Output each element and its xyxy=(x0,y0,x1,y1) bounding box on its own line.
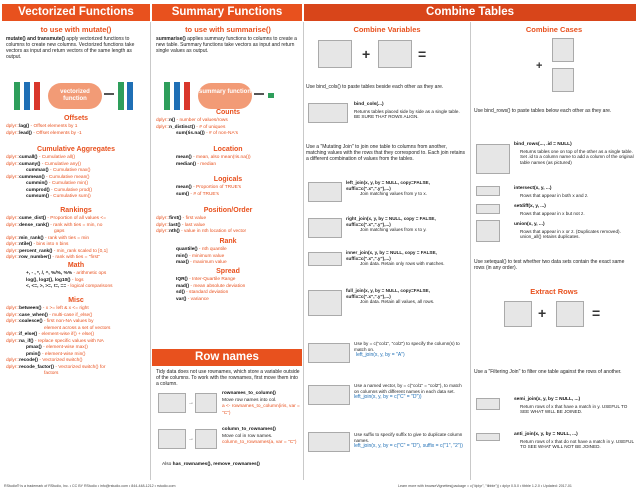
position-list xyxy=(156,216,300,236)
list-item: dplyr::case_when() - multi-case if_else() xyxy=(6,312,93,318)
offsets-heading: Offsets xyxy=(63,115,89,122)
rownames-table-after xyxy=(195,393,217,413)
list-item: dplyr::lag() - Offset elements by 1 xyxy=(6,124,78,129)
bind-cols-diagram: + = xyxy=(318,40,458,76)
counts-list xyxy=(156,118,300,138)
right-join-table xyxy=(308,218,342,238)
counts-heading: Counts xyxy=(215,109,241,116)
rownames-also: Also has_rownames(), remove_rownames() xyxy=(162,462,260,467)
list-item: element across a set of vectors xyxy=(44,325,111,331)
list-item: +, - , *, /, ^, %/%, %% - arithmetic ops xyxy=(26,271,107,276)
location-heading: Location xyxy=(213,146,243,153)
suffix-table xyxy=(308,432,350,452)
list-item: dplyr::cumall() - Cumulative all() xyxy=(6,155,76,160)
list-item: min() - minimum value xyxy=(176,253,225,259)
math-heading: Math xyxy=(67,262,85,269)
list-item: IQR() - Inter-Quartile Range xyxy=(176,277,236,282)
colnames-table-before xyxy=(158,429,186,449)
filtering-join-intro: Use a "Filtering Join" to filter one table against the rows of another. xyxy=(474,369,622,375)
bind-rows-diagram: + xyxy=(534,38,594,98)
list-item: cumprod() - Cumulative prod() xyxy=(26,187,93,193)
list-item: dplyr::last() - last value xyxy=(156,222,206,228)
list-item: dplyr::percent_rank() - min_rank scaled to [0,1] xyxy=(6,248,108,254)
position-heading: Position/Order xyxy=(203,207,253,214)
list-item: dplyr::if_else() - element-wise if() + else() xyxy=(6,332,95,337)
by-cols-table xyxy=(308,343,350,363)
by-cols-block: Use by = c("col1", "col2") to specify the column(s) to match on. left_join(x, y, by = "A") xyxy=(354,341,460,359)
bind-cols-block: bind_cols(...) Returns tables placed side by side as a single table. BE SURE THAT ROWS ALIGN. xyxy=(354,102,460,120)
offsets-list xyxy=(6,124,148,137)
band-summary: Summary Functions xyxy=(152,4,302,21)
bind-cols-result-table xyxy=(308,103,348,123)
summary-function-pill: summary function xyxy=(198,83,252,109)
list-item: dplyr::lead() - Offset elements by -1 xyxy=(6,130,82,136)
intersect-table xyxy=(476,186,500,196)
list-item: dplyr::cummean() - Cumulative mean() xyxy=(6,174,90,180)
anti-join-block: anti_join(x, y, by = NULL, ...) Return rows of x that do not have a match in y. USEFUL TO SEE WHAT WILL NOT BE JOINED. xyxy=(514,432,634,450)
list-item: dplyr::min_rank() - rank with ties = min xyxy=(6,235,90,241)
bind-rows-result-table xyxy=(476,144,510,174)
summary-subtitle: to use with summarise() xyxy=(185,25,271,34)
summary-intro: summarise() applies summary functions to columns to create a new table. Summary functions take vectors as input and return single values as output. xyxy=(156,36,297,55)
bind-rows-intro: Use bind_rows() to paste tables below each other as they are. xyxy=(474,108,612,114)
math-list xyxy=(6,271,148,291)
cumulative-heading: Cumulative Aggregates xyxy=(37,146,115,153)
list-item: gaps xyxy=(54,229,65,234)
bind-rows-block: bind_rows(..., .id = NULL) Returns tables one on top of the other as a single table. Set .id to a column name to add a column of the original table names (as pictured) xyxy=(514,142,634,165)
list-item: dplyr::first() - first value xyxy=(156,216,207,221)
bind-cols-intro: Use bind_cols() to paste tables beside each other as they are. xyxy=(306,84,444,90)
logicals-list xyxy=(156,185,300,198)
list-item: mean() - mean, also mean(!is.na()) xyxy=(176,155,251,160)
band-vectorized: Vectorized Functions xyxy=(2,4,150,21)
list-item: mean() - Proportion of TRUE's xyxy=(176,185,242,190)
list-item: sum(!is.na()) - # of non-NA's xyxy=(176,131,238,136)
list-item: dplyr::na_if() - replace specific values with NA xyxy=(6,338,104,344)
left-join-table xyxy=(308,182,342,202)
right-join-block: right_join(x, y, by = NULL, copy = FALSE, suffix=c(".x",".y"),...) Join matching values from x to y. xyxy=(346,216,436,233)
rownames-table-before xyxy=(158,393,186,413)
rownames-to-column-block: rownames_to_column() Move row names into col. a <- rownames_to_column(iris, var = "C") xyxy=(222,391,300,416)
list-item: factors xyxy=(44,371,59,376)
suffix-block: Use suffix to specify suffix to give to duplicate column names. left_join(x, y, by = c("C" = "D"), suffix = c("1", "2")) xyxy=(354,432,463,450)
band-row-names: Row names xyxy=(152,349,302,366)
rank-list xyxy=(156,247,300,267)
setdiff-block: setdiff(x, y, ...) Rows that appear in x but not z. xyxy=(514,204,585,216)
semi-join-block: semi_join(x, y, by = NULL, ...) Return rows of x that have a match in y. USEFUL TO SEE WHAT WILL BE JOINED. xyxy=(514,397,628,415)
rownames-intro: Tidy data does not use rownames, which store a variable outside of the columns. To work with the rownames, first move them into a column. xyxy=(156,369,300,388)
list-item: pmax() - element-wise max() xyxy=(26,345,88,350)
rankings-list xyxy=(6,216,148,262)
list-item: dplyr::coalesce() - first non-NA values by xyxy=(6,319,94,324)
union-block: union(x, y, ...) Rows that appear in x or z. (Duplicates removed). union_all() retains duplicates. xyxy=(514,222,621,240)
location-list xyxy=(156,155,300,168)
misc-list xyxy=(6,306,148,378)
semi-join-table xyxy=(476,398,500,410)
footer-left: RStudio® is a trademark of RStudio, Inc. • CC BY RStudio • info@rstudio.com • 844-448-1212 • rstudio.com xyxy=(4,484,176,488)
spread-heading: Spread xyxy=(216,268,240,275)
list-item: var() - variance xyxy=(176,296,209,302)
list-item: dplyr::cume_dist() - Proportion of all values <= xyxy=(6,216,106,221)
combine-variables-heading: Combine Variables xyxy=(353,25,421,34)
cumulative-list xyxy=(6,155,148,201)
misc-heading: Misc xyxy=(68,297,84,304)
vectorized-subtitle: to use with mutate() xyxy=(40,25,112,34)
list-item: log(), log2(), log10() - logs xyxy=(26,277,84,283)
setequal-note: Use setequal() to test whether two data sets contain the exact same rows (in any order). xyxy=(474,259,625,272)
vectorized-function-pill: vectorized function xyxy=(48,83,102,109)
band-combine: Combine Tables xyxy=(304,4,636,21)
list-item: mad() - mean absolute deviation xyxy=(176,283,246,289)
intersect-block: intersect(x, y, ...) Rows that appear in both x and z. xyxy=(514,186,589,198)
by-named-block: Use a named vector, by = c("col1" = "col2"), to match on columns with different names in each data set. left_join(x, y, by = c("C" = "D")) xyxy=(354,383,462,401)
list-item: dplyr::dense_rank() - rank with ties = min, no xyxy=(6,222,103,228)
extract-rows-heading: Extract Rows xyxy=(530,287,578,296)
list-item: cummin() - Cumulative min() xyxy=(26,181,89,186)
list-item: cumsum() - Cumulative sum() xyxy=(26,194,91,199)
combine-cases-heading: Combine Cases xyxy=(525,25,583,34)
list-item: dplyr::n_distinct() - # of uniques xyxy=(156,124,226,130)
inner-join-table xyxy=(308,252,342,266)
colnames-table-after xyxy=(195,429,217,449)
vectorized-intro: mutate() and transmute() apply vectorized functions to columns to create new columns. Vectorized functions take vectors as input and return vectors of the same length as output. xyxy=(6,36,135,61)
list-item: cummax() - Cumulative max() xyxy=(26,168,91,173)
filtering-join-diagram: + = xyxy=(504,301,624,333)
list-item: dplyr::between() - x >= left & x <= right xyxy=(6,306,89,311)
list-item: dplyr::recode() - Vectorized switch() xyxy=(6,358,83,363)
column-to-rownames-block: column_to_rownames() Move col in row names. column_to_rownames(a, var = "C") xyxy=(222,427,297,445)
anti-join-table xyxy=(476,433,500,441)
mutating-join-intro: Use a "Mutating Join" to join one table to columns from another, matching values with the rows that they correspond to. Each join retains a different combination of values from the tables. xyxy=(306,144,465,163)
list-item: sd() - standard deviation xyxy=(176,290,229,295)
union-table xyxy=(476,220,500,242)
setdiff-table xyxy=(476,204,500,214)
list-item: dplyr::ntile() - bins into n bins xyxy=(6,242,69,247)
list-item: quantile() - nth quantile xyxy=(176,247,227,252)
list-item: <, <=, >, >=, !=, == - logical comparisons xyxy=(26,284,113,289)
list-item: pmin() - element-wise min() xyxy=(26,351,86,357)
logicals-heading: Logicals xyxy=(213,176,243,183)
list-item: dplyr::row_number() - rank with ties = "first" xyxy=(6,255,100,260)
full-join-table xyxy=(308,290,342,316)
list-item: dplyr::recode_factor() - Vectorized switch() for xyxy=(6,364,106,370)
list-item: dplyr::nth() - value in nth location of vector xyxy=(156,229,247,234)
vectorized-diagram xyxy=(14,80,138,114)
spread-list xyxy=(156,277,300,303)
list-item: sum() - # of TRUE's xyxy=(176,191,219,197)
by-named-table xyxy=(308,385,350,405)
list-item: max() - maximum value xyxy=(176,260,227,265)
list-item: dplyr::n() - number of values/rows xyxy=(156,118,228,123)
list-item: median() - median xyxy=(176,161,216,167)
full-join-block: full_join(x, y, by = NULL, copy=FALSE, suffix=c(".x",".y"),...) Join data. Retain all values, all rows. xyxy=(346,288,435,305)
inner-join-block: inner_join(x, y, by = NULL, copy = FALSE, suffix=c(".x",".y"),...) Join data. Retain only rows with matches. xyxy=(346,250,445,267)
list-item: dplyr::cumany() - Cumulative any() xyxy=(6,161,81,167)
left-join-block: left_join(x, y, by = NULL, copy=FALSE, suffix=c(".x",".y"),...) Join matching values from y to x. xyxy=(346,180,430,197)
rank-heading: Rank xyxy=(219,238,237,245)
rankings-heading: Rankings xyxy=(60,207,92,214)
footer-right: Learn more with browseVignettes(package = c("dplyr", "tibble")) • dplyr 0.5.0 • tibble 1.2.0 • Updated: 2017-01 xyxy=(398,484,572,488)
